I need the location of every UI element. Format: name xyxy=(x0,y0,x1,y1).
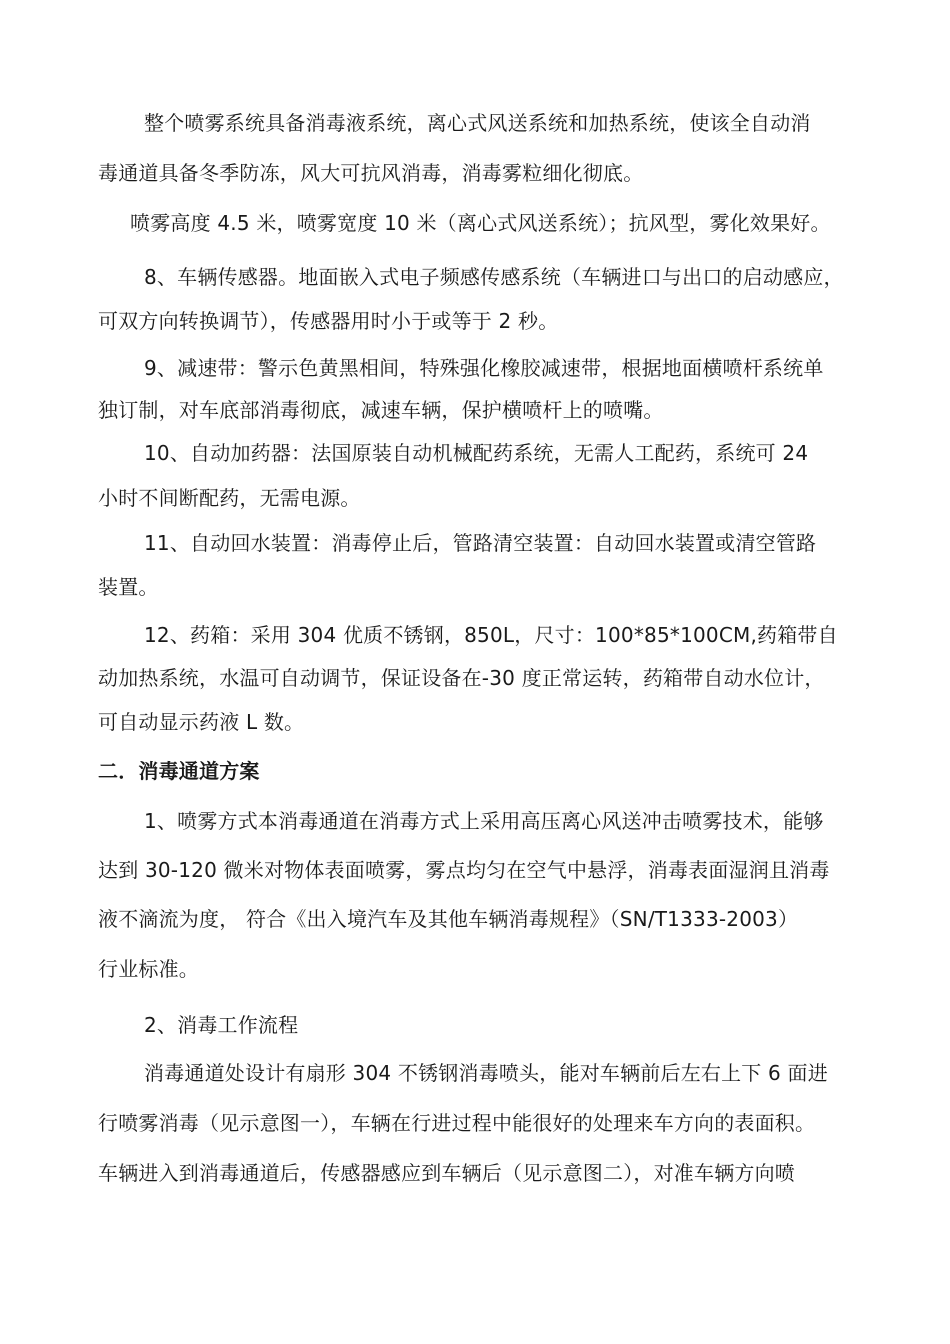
paragraph-line: 9、减速带：警示色黄黑相间，特殊强化橡胶减速带，根据地面横喷杆系统单 xyxy=(144,356,824,380)
paragraph-line: 液不滴流为度， 符合《出入境汽车及其他车辆消毒规程》（SN/T1333-2003） xyxy=(98,907,799,931)
paragraph-line: 独订制，对车底部消毒彻底，减速车辆，保护横喷杆上的喷嘴。 xyxy=(98,398,664,422)
paragraph-line: 整个喷雾系统具备消毒液系统，离心式风送系统和加热系统，使该全自动消 xyxy=(144,111,811,135)
paragraph-line: 装置。 xyxy=(98,575,159,599)
paragraph-line: 小时不间断配药，无需电源。 xyxy=(98,486,361,510)
paragraph-line: 8、车辆传感器。地面嵌入式电子频感传感系统（车辆进口与出口的启动感应， xyxy=(144,265,844,289)
paragraph-line: 毒通道具备冬季防冻，风大可抗风消毒，消毒雾粒细化彻底。 xyxy=(98,161,644,185)
paragraph-line: 行业标准。 xyxy=(98,957,199,981)
paragraph-line: 可自动显示药液 L 数。 xyxy=(98,710,305,734)
subsection-heading: 2、消毒工作流程 xyxy=(144,1013,299,1037)
paragraph-line: 可双方向转换调节），传感器用时小于或等于 2 秒。 xyxy=(98,309,559,333)
paragraph-line: 1、喷雾方式本消毒通道在消毒方式上采用高压离心风送冲击喷雾技术，能够 xyxy=(144,809,824,833)
paragraph-line: 车辆进入到消毒通道后，传感器感应到车辆后（见示意图二），对准车辆方向喷 xyxy=(98,1161,795,1185)
paragraph-line: 动加热系统，水温可自动调节，保证设备在-30 度正常运转，药箱带自动水位计， xyxy=(98,666,825,690)
paragraph-line: 11、自动回水装置：消毒停止后，管路清空装置：自动回水装置或清空管路 xyxy=(144,531,817,555)
paragraph-line: 达到 30-120 微米对物体表面喷雾，雾点均匀在空气中悬浮，消毒表面湿润且消毒 xyxy=(98,858,830,882)
paragraph-line: 12、药箱：采用 304 优质不锈钢，850L，尺寸：100*85*100CM,药箱带自 xyxy=(144,623,838,647)
paragraph-line: 10、自动加药器：法国原装自动机械配药系统，无需人工配药，系统可 24 xyxy=(144,441,809,465)
paragraph-line: 行喷雾消毒（见示意图一），车辆在行进过程中能很好的处理来车方向的表面积。 xyxy=(98,1111,816,1135)
paragraph-line: 喷雾高度 4.5 米，喷雾宽度 10 米（离心式风送系统）；抗风型，雾化效果好。 xyxy=(130,211,831,235)
paragraph-line: 消毒通道处设计有扇形 304 不锈钢消毒喷头，能对车辆前后左右上下 6 面进 xyxy=(144,1061,828,1085)
section-heading: 二．消毒通道方案 xyxy=(98,759,260,783)
